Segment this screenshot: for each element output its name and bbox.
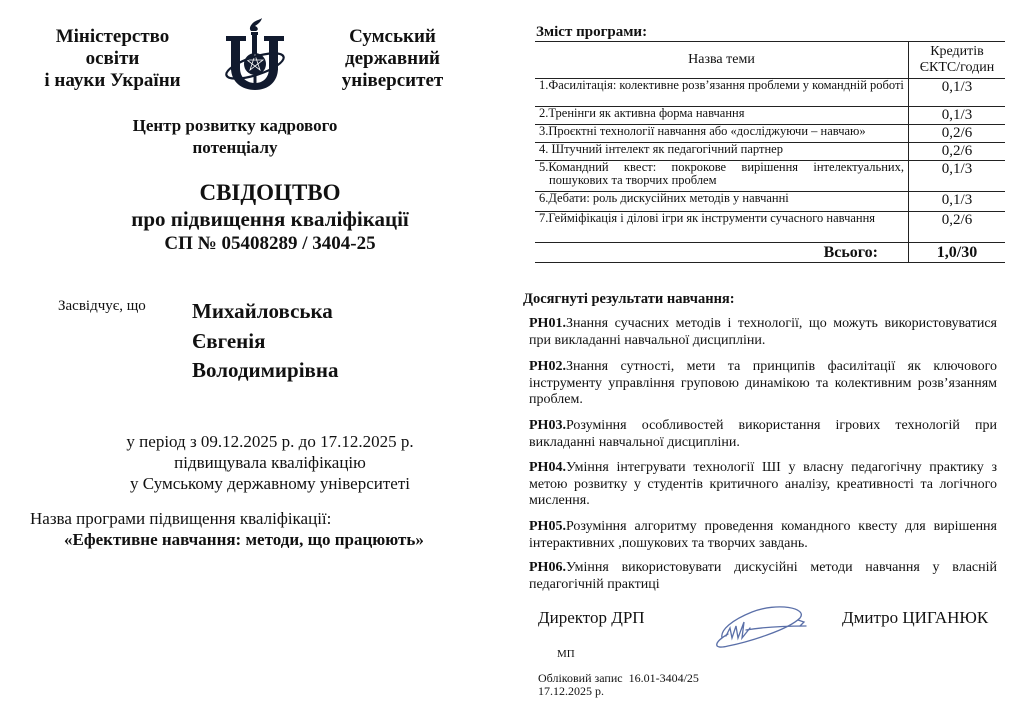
certifies-label: Засвідчує, що <box>58 298 146 314</box>
result-text: Уміння використовувати дискусійні методи навчання у власній педагогічній практиці <box>529 560 997 592</box>
result-text: Знання сутності, мети та принципів фасилітації як ключового інструменту управління груповою динамікою та колективним розв’язанням проблем. <box>529 359 997 407</box>
result-text: Уміння інтегрувати технології ШІ у власну педагогічну практику з метою розвитку у студентів критичного аналізу, креативності та логічного мислення. <box>529 460 997 508</box>
result-text: Розуміння особливостей використання ігрових технологій при викладанні навчальної дисципліни. <box>529 418 997 450</box>
record-number: Обліковий запис 16.01-3404/25 <box>538 671 699 685</box>
recipient-surname: Михайловська <box>192 299 333 323</box>
topic-cell: 4. Штучний інтелект як педагогічний партнер <box>539 142 783 156</box>
university-line-2: державний <box>345 48 440 69</box>
result-text: Знання сучасних методів і технології, що можуть використовуватися при викладанні навчальної дисципліни. <box>529 316 997 348</box>
result-code: РН02. <box>529 359 566 374</box>
ministry-line-3: і науки України <box>44 70 181 91</box>
table-row <box>535 79 1005 107</box>
ministry-line-2: освіти <box>85 48 140 69</box>
result-item <box>529 460 997 510</box>
program-contents-table <box>535 41 1005 263</box>
university-line-1: Сумський <box>349 26 436 47</box>
result-code: РН01. <box>529 316 566 331</box>
table-row <box>535 125 1005 143</box>
topic-cell: 2.Тренінги як активна форма навчання <box>539 106 745 120</box>
signatory-position: Директор ДРП <box>538 608 645 627</box>
certificate-subtitle: про підвищення кваліфікації <box>131 207 409 231</box>
credits-cell: 0,2/6 <box>909 212 1006 243</box>
result-item <box>529 316 997 349</box>
result-text: Розуміння алгоритму проведення командного квесту для вирішення інтерактивних ,пошукових та творчих завдань. <box>529 519 997 551</box>
result-code: РН05. <box>529 519 566 534</box>
credits-cell: 0,1/3 <box>909 161 1006 192</box>
period-block <box>60 431 480 494</box>
university-name <box>330 26 455 92</box>
credits-cell: 0,1/3 <box>909 107 1006 125</box>
result-item <box>529 359 997 409</box>
credits-cell: 0,1/3 <box>909 192 1006 212</box>
record-date: 17.12.2025 р. <box>538 684 604 698</box>
recipient-name <box>192 297 339 386</box>
certificate-number: СП № 05408289 / 3404-25 <box>164 233 376 254</box>
table-row <box>535 212 1005 243</box>
recipient-patronymic: Володимирівна <box>192 358 339 382</box>
credits-cell: 0,2/6 <box>909 143 1006 161</box>
total-label: Всього: <box>535 243 909 263</box>
credits-cell: 0,2/6 <box>909 125 1006 143</box>
recipient-first-name: Євгенія <box>192 328 266 353</box>
column-header-credits <box>909 42 1006 79</box>
signatory-name: Дмитро ЦИГАНЮК <box>842 608 989 627</box>
topic-cell: 1.Фасилітація: колективне розв’язання проблеми у командній роботі <box>539 78 904 92</box>
topic-cell: 5.Командний квест: покрокове вирішення інтелектуальних, пошукових та творчих проблем <box>539 160 904 187</box>
sumdu-logo-icon <box>222 18 288 96</box>
table-row <box>535 161 1005 192</box>
table-header-row <box>535 42 1005 79</box>
column-header-topic: Назва теми <box>535 42 909 79</box>
director-signature <box>708 598 816 652</box>
result-item <box>529 418 997 451</box>
credits-header-line-1: Кредитів <box>930 44 984 59</box>
total-value: 1,0/30 <box>909 243 1006 263</box>
ministry-line-1: Міністерство <box>55 26 170 47</box>
topic-cell: 6.Дебати: роль дискусійних методів у навчанні <box>539 191 789 205</box>
certificate-title: СВІДОЦТВО <box>199 180 341 205</box>
result-item <box>529 560 997 593</box>
period-text: у період з 09.12.2025 р. до 17.12.2025 р. <box>126 432 414 451</box>
record-block <box>538 672 699 698</box>
topic-cell: 7.Гейміфікація і ділові ігри як інструменти сучасного навчання <box>539 211 876 225</box>
stamp-label: МП <box>557 648 575 660</box>
topic-cell: 3.Проєктні технології навчання або «досліджуючи – навчаю» <box>539 124 866 138</box>
contents-title: Зміст програми: <box>536 24 648 40</box>
table-total-row <box>535 243 1005 263</box>
result-code: РН03. <box>529 418 566 433</box>
credits-header-line-2: ЄКТС/годин <box>919 60 995 75</box>
table-row <box>535 143 1005 161</box>
ministry-name <box>30 26 195 92</box>
table-row <box>535 192 1005 212</box>
result-item <box>529 519 997 552</box>
program-label: Назва програми підвищення кваліфікації: <box>30 509 332 528</box>
credits-cell: 0,1/3 <box>909 79 1006 107</box>
university-line-3: університет <box>341 70 444 91</box>
program-name: «Ефективне навчання: методи, що працюють» <box>64 530 424 549</box>
result-code: РН04. <box>529 460 566 475</box>
table-row <box>535 107 1005 125</box>
center-name: Центр розвитку кадрового потенціалу <box>132 116 338 157</box>
institution-text: у Сумському державному університеті <box>130 474 410 493</box>
result-code: РН06. <box>529 560 566 575</box>
qualification-text: підвищувала кваліфікацію <box>174 453 366 472</box>
results-title: Досягнуті результати навчання: <box>523 291 735 307</box>
